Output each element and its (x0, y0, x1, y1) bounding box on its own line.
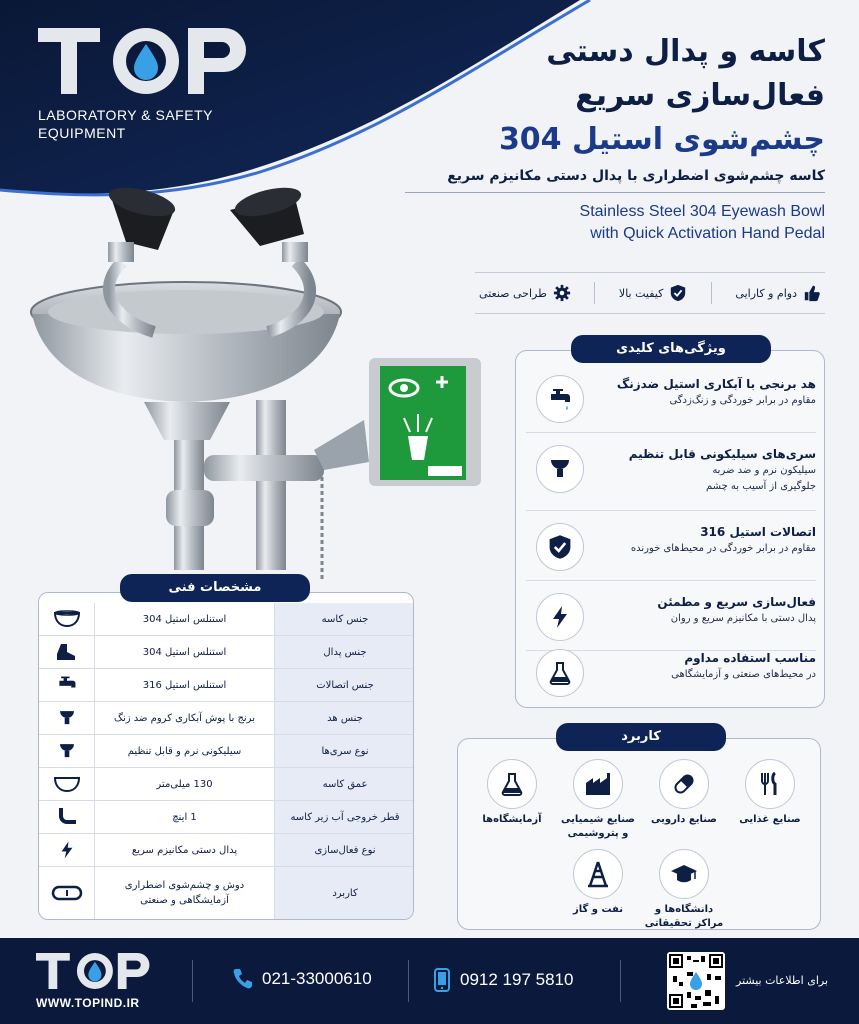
badge-design: طراحی صنعتی (479, 284, 571, 302)
application-item: صنایع دارویی (642, 759, 726, 827)
specs-heading: مشخصات فنی (120, 574, 310, 602)
website-link[interactable]: WWW.TOPIND.IR (36, 996, 140, 1010)
mobile-phone[interactable]: 0912 197 5810 (434, 968, 573, 992)
table-row: استنلس استیل 304 جنس پدال (39, 636, 414, 669)
application-item: دانشگاه‌ها و مراکز تحقیقاتی (642, 849, 726, 931)
top-logo-graphic (38, 24, 258, 98)
table-row: برنج با پوش آبکاری کروم ضد زنگ جنس هد (39, 702, 414, 735)
lightning-icon (39, 834, 95, 866)
footer-separator (620, 960, 621, 1002)
table-row: استنلس استیل 316 جنس اتصالات (39, 669, 414, 702)
badge-quality: کیفیت بالا (619, 284, 687, 302)
title-line-1: کاسه و پدال دستی (546, 34, 825, 69)
application-item: آزمایشگاه‌ها (470, 759, 554, 827)
feature-item: مناسب استفاده مداوم در محیط‌های صنعتی و آزمایشگاهی (526, 641, 816, 707)
nozzle-icon (536, 445, 584, 493)
application-item: نفت و گاز (556, 849, 640, 917)
title-line-3: چشم‌شوی استیل 304 (498, 122, 825, 157)
badge-separator (711, 282, 712, 304)
specs-table (38, 592, 414, 920)
bowl-icon (39, 768, 95, 800)
nozzle-icon (39, 702, 95, 734)
table-row: سیلیکونی نرم و قابل تنظیم نوع سری‌ها (39, 735, 414, 768)
feature-item: فعال‌سازی سریع و مطمئن پدال دستی با مکانیزم سریع و روان (526, 585, 816, 651)
nozzle-icon (39, 735, 95, 767)
footer-logo (36, 946, 156, 992)
shield-check-icon (536, 523, 584, 571)
faucet-icon (39, 669, 95, 701)
badge-separator (594, 282, 595, 304)
flask-icon (487, 759, 537, 809)
landline-phone[interactable]: 021-33000610 (232, 968, 372, 990)
badge-durability: دوام و کارایی (735, 284, 821, 302)
top-logo-graphic (36, 950, 156, 992)
pill-icon (659, 759, 709, 809)
more-info-label: برای اطلاعات بیشتر (736, 974, 829, 987)
applications-heading: کاربرد (556, 723, 726, 751)
application-item: صنایع شیمیایی و پتروشیمی (556, 759, 640, 841)
flask-icon (536, 649, 584, 697)
table-row: 130 میلی‌متر عمق کاسه (39, 768, 414, 801)
subtitle-english: Stainless Steel 304 Eyewash Bowl with Quick Activation Hand Pedal (579, 203, 825, 242)
brand-logo (38, 24, 258, 142)
phone-icon (232, 968, 252, 990)
bowl-icon (39, 603, 95, 635)
feature-item: اتصالات استیل 316 مقاوم در برابر خوردگی در محیط‌های خورنده (526, 515, 816, 581)
goggles-icon (39, 867, 95, 919)
mobile-icon (434, 968, 450, 992)
footer (0, 938, 859, 1024)
key-features-panel (515, 341, 825, 708)
factory-icon (573, 759, 623, 809)
fork-knife-icon (745, 759, 795, 809)
feature-item: سری‌های سیلیکونی قابل تنظیم سیلیکون نرم و ضد ضربه جلوگیری از آسیب به چشم (526, 437, 816, 511)
application-item: صنایع غذایی (728, 759, 812, 827)
shield-check-icon (669, 284, 687, 302)
table-row: استنلس استیل 304 جنس کاسه (39, 603, 414, 636)
quality-badges (475, 272, 825, 314)
qr-code[interactable] (667, 952, 725, 1010)
subtitle-persian: کاسه چشم‌شوی اضطراری با پدال دستی مکانیزم سریع (405, 168, 825, 193)
footer-separator (408, 960, 409, 1002)
logo-wordmark (38, 24, 258, 98)
lightning-icon (536, 593, 584, 641)
feature-item: هد برنجی با آبکاری استیل ضدزنگ مقاوم در برابر خوردگی و زنگ‌زدگی (526, 367, 816, 433)
oil-rig-icon (573, 849, 623, 899)
title-line-2: فعال‌سازی سریع (575, 78, 825, 113)
logo-subtitle: LABORATORY & SAFETY EQUIPMENT (38, 107, 213, 141)
table-row: دوش و چشم‌شوی اضطراری آزمایشگاهی و صنعتی کاربرد (39, 867, 414, 919)
features-heading: ویژگی‌های کلیدی (571, 335, 771, 363)
thumbs-up-icon (803, 284, 821, 302)
applications-panel (457, 729, 821, 930)
eyewash-product-image (24, 170, 494, 590)
table-row: 1 اینچ قطر خروجی آب زیر کاسه (39, 801, 414, 834)
footer-separator (192, 960, 193, 1002)
pedal-icon (39, 636, 95, 668)
pipe-icon (39, 801, 95, 833)
faucet-icon (536, 375, 584, 423)
table-row: پدال دستی مکانیزم سریع نوع فعال‌سازی (39, 834, 414, 867)
graduation-cap-icon (659, 849, 709, 899)
gear-icon (553, 284, 571, 302)
